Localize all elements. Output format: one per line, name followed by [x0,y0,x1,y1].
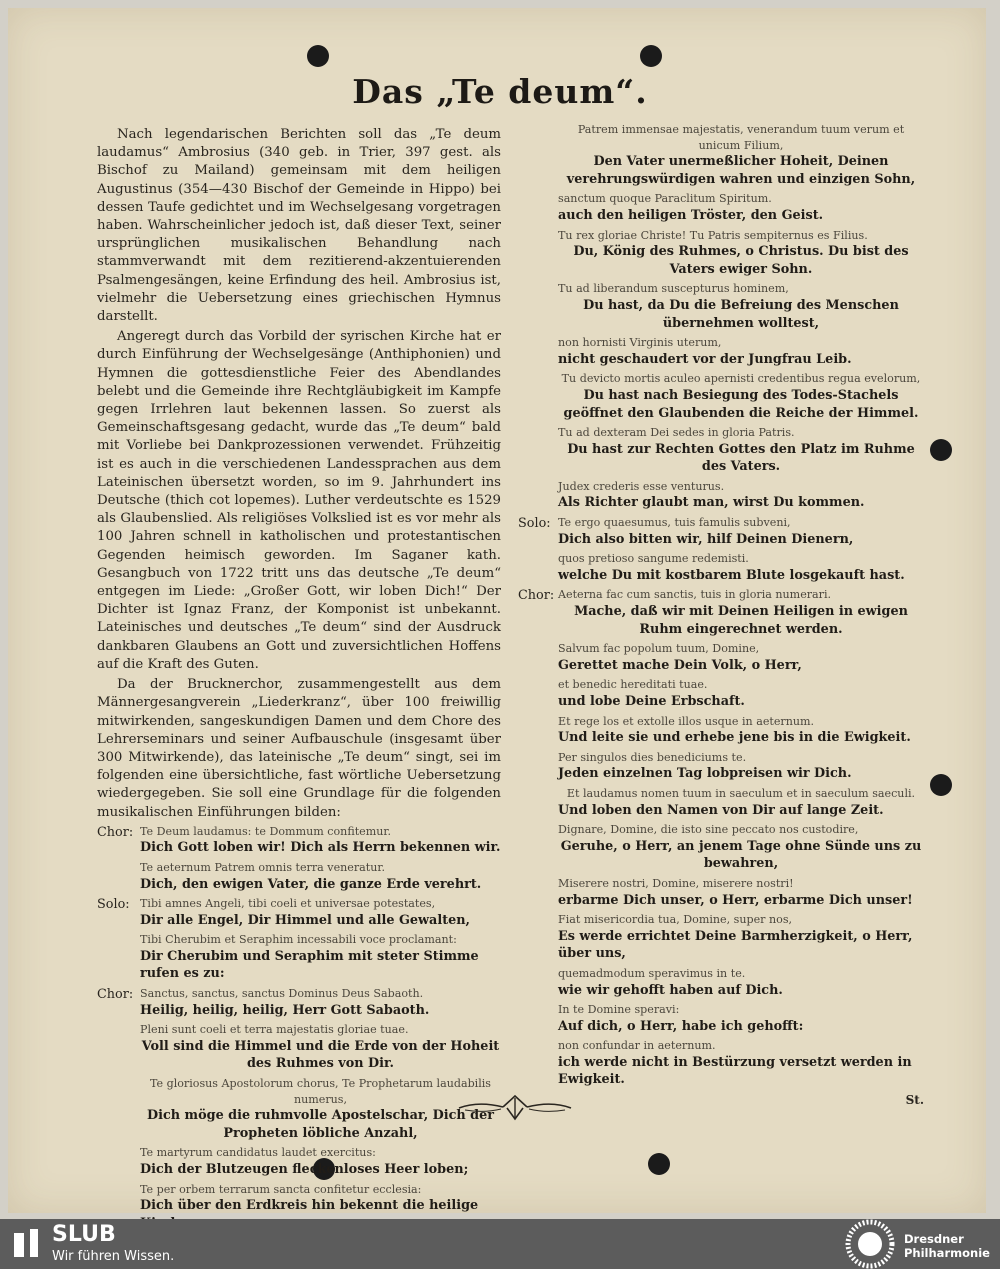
translation-right [518,122,924,1089]
german-line: Mache, daß wir mit Deinen Heiligen in ewigen Ruhm eingerechnet werden. [574,604,908,637]
latin-line: quos pretioso sangume redemisti. [558,552,749,566]
german-line: Auf dich, o Herr, habe ich gehofft: [558,1018,804,1034]
german-line: Du hast zur Rechten Gottes den Platz im Ruhme des Vaters. [567,441,915,475]
german-line: Und loben den Namen von Dir auf lange Zeit. [558,802,884,818]
german-line: ich werde nicht in Bestürzung versetzt werden in Ewigkeit. [558,1054,912,1088]
german-line: Du hast, da Du die Befreiung des Menschen übernehmen wolltest, [583,297,899,331]
latin-line: In te Domine speravi: [558,1003,680,1017]
latin-line: et benedic hereditati tuae. [558,678,708,692]
latin-line: quemadmodum speravimus in te. [558,966,746,980]
punch-hole [930,774,952,796]
latin-line: Tu ad liberandum suscepturus hominem, [558,282,789,296]
punch-hole [640,45,662,67]
translation-left [97,824,501,1233]
german-line: und lobe Deine Erbschaft. [558,694,745,709]
german-line: Gerettet mache Dein Volk, o Herr, [558,657,802,673]
latin-line: Te martyrum candidatus laudet exercitus: [140,1146,376,1160]
german-line: Dich über den Erdkreis hin bekennt die heilige [140,1198,479,1214]
signature: St. [905,1093,924,1108]
verse-block [97,896,501,983]
german-line: Dich der Blutzeugen fleckenloses Heer loben; [140,1162,469,1177]
latin-line: Pleni sunt coeli et terra majestatis gloriae tuae. [140,1023,409,1037]
german-line: Geruhe, o Herr, an jenem Tage ohne Sünde uns zu bewahren, [560,838,922,872]
latin-line: Tibi Cherubim et Seraphim incessabili voce proclamant: [140,933,457,947]
ornament-divider [455,1092,575,1122]
verse-block [518,515,924,584]
german-line: Es werde errichtet Deine Barmherzigkeit, o Herr, über uns, [558,928,913,962]
right-column [518,122,924,1108]
punch-hole [307,45,329,67]
philharmonie-logo-icon[interactable] [845,1219,895,1269]
german-line: Du hast nach Besiegung des Todes-Stachels geöffnet den Glaubenden die Reiche der Himmel. [563,387,919,421]
latin-line: Sanctus, sanctus, sanctus Dominus Deus Sabaoth. [140,987,424,1001]
latin-line: Tu rex gloriae Christe! Tu Patris sempiternus es Filius. [558,228,868,242]
latin-line: Te gloriosus Apostolorum chorus, Te Prophetarum laudabilis numerus, [149,1077,492,1106]
german-line: welche Du mit kostbarem Blute losgekauft hast. [558,567,905,583]
german-line: Voll sind die Himmel und die Erde von der Hoheit des Ruhmes von Dir. [141,1038,500,1072]
page-title: Das „Te deum“. [352,72,648,111]
latin-line: Tibi amnes Angeli, tibi coeli et universae potestates, [140,897,436,911]
latin-line: sanctum quoque Paraclitum Spiritum. [558,192,772,206]
latin-line: Te ergo quaesumus, tuis famulis subveni, [558,516,791,530]
german-line: Heilig, heilig, heilig, Herr Gott Sabaoth. [140,1002,430,1018]
speaker-label: Chor: [97,824,134,840]
speaker-label: Solo: [97,897,130,913]
german-line: Dich also bitten wir, hilf Deinen Dienern, [558,531,854,547]
latin-line: Aeterna fac cum sanctis, tuis in gloria numerari. [558,588,832,602]
german-line: Du, König des Ruhmes, o Christus. Du bist des Vaters ewiger Sohn. [573,244,909,277]
intro-text [97,126,501,822]
german-line: erbarme Dich unser, o Herr, erbarme Dich unser! [558,892,913,908]
latin-line: Miserere nostri, Domine, miserere nostri! [558,876,794,890]
latin-line: Te Deum laudamus: te Dommum confitemur. [140,824,392,838]
intro-paragraph: Nach legendarischen Berichten soll das „Te deum laudamus“ Ambrosius (340 geb. in Trier, 397 gest. als Bischof zu Mailand) gemeinsam mit dem heiligen Augustinus (354—430 Bischof der Gemeinde in Hippo) bei dessen Taufe gedichtet und im Wechselgesang vorgetragen haben. Wahrscheinlicher jedoch ist, daß dieser Text, seiner ursprünglichen musikalischen Behandlung nach stammverwandt mit dem rezitierend-akzentuierenden Psalmengesängen, keine Erfindung des heil. Ambrosius ist, vielmehr die Uebersetzung eines griechischen Hymnus darstellt. [97,127,501,325]
slub-logo-icon[interactable] [12,1227,40,1259]
intro-paragraph: Angeregt durch das Vorbild der syrischen Kirche hat er durch Einführung der Wechselgesänge (Anthiphonien) und Hymnen die gottesdienstliche Feier des Abendlandes belebt und die Gemeinde ihre Rechtgläubigkeit im Kampfe gegen Irrlehren laut bekennen lassen. So zuerst als Gemeinschaftsgesang gedacht, wurde das „Te deum“ bald mit Vorliebe bei Dankprozessionen verwendet. Frühzeitig ist es auch in die verschiedenen Landessprachen aus dem Lateinischen übersetzt worden, so im 9. Jahrhundert ins Deutsche (thich cot lopemes). Luther verdeutschte es 1529 als Glaubenslied. Als religiöses Volkslied ist es vor mehr als 100 Jahren schnell in katholischen und protestantischen Gegenden heimisch geworden. Im Saganer kath. Gesangbuch von 1722 tritt uns das deutsche „Te deum“ entgegen im Liede: „Großer Gott, wir loben Dich!“ Der Dichter ist Ignaz Franz, der Komponist ist unbekannt. Lateinisches und deutsches „Te deum“ sind der Ausdruck dankbaren Glaubens an Gott und zuversichtlichen Hoffens auf die Kraft des Guten. [97,329,501,672]
latin-line: non confundar in aeternum. [558,1039,716,1053]
philharmonie-line2: Philharmonie [904,1246,990,1260]
speaker-label: Chor: [97,987,134,1003]
speaker-label: Chor: [518,588,555,604]
german-line: Dich, den ewigen Vater, die ganze Erde verehrt. [140,876,482,892]
german-line: Den Vater unermeßlicher Hoheit, Deinen verehrungswürdigen wahren und einzigen Sohn, [566,154,916,187]
latin-line: Te per orbem terrarum sancta confitetur ecclesia: [140,1182,422,1196]
latin-line: Judex crederis esse venturus. [558,479,725,493]
german-line: Dir Cherubim und Seraphim mit steter Stimme rufen es zu: [140,948,479,982]
german-line: Jeden einzelnen Tag lobpreisen wir Dich. [558,766,852,782]
latin-line: Tu ad dexteram Dei sedes in gloria Patris. [558,426,795,440]
philharmonie-line1: Dresdner [904,1232,964,1246]
intro-paragraph: Da der Brucknerchor, zusammengestellt aus dem Männergesangverein „Liederkranz“, über 100 freiwillig mitwirkenden, sangeskundigen Damen und dem Chore des Lehrerseminars und seiner Aufbauschule (insgesamt über 300 Mitwirkende), das lateinische „Te deum“ singt, sei im folgenden eine übersichtliche, fast wörtliche Uebersetzung wiedergegeben. Sie soll eine Grundlage für die folgenden musikalischen Einführungen bilden: [97,677,501,820]
latin-line: Te aeternum Patrem omnis terra veneratur. [140,860,385,874]
german-line: Als Richter glaubt man, wirst Du kommen. [558,495,865,511]
punch-hole [648,1153,670,1175]
german-line: wie wir gehofft haben auf Dich. [558,982,783,998]
latin-line: non hornisti Virginis uterum, [558,336,722,350]
german-line: auch den heiligen Tröster, den Geist. [558,207,824,223]
german-line: nicht geschaudert vor der Jungfrau Leib. [558,351,852,367]
speaker-label: Solo: [518,516,551,532]
slub-brand[interactable]: SLUB [52,1222,116,1247]
punch-hole [930,439,952,461]
latin-line: Patrem immensae majestatis, venerandum tuum verum et unicum Filium, [577,123,905,152]
german-line: Dich Gott loben wir! Dich als Herrn bekennen wir. [140,840,501,856]
german-line: Dich möge die ruhmvolle Apostelschar, Dich der Propheten löbliche Anzahl, [147,1108,494,1141]
philharmonie-name[interactable] [904,1232,990,1260]
latin-line: Tu devicto mortis aculeo apernisti credentibus regua evelorum, [561,372,921,386]
latin-line: Fiat misericordia tua, Domine, super nos, [558,913,793,927]
verse-block [518,587,924,1089]
verse-block [518,122,924,512]
verse-block [97,824,501,893]
latin-line: Et laudamus nomen tuum in saeculum et in saeculum saeculi. [566,786,916,800]
verse-block [97,986,501,1232]
german-line: Dir alle Engel, Dir Himmel und alle Gewalten, [140,912,471,928]
slub-tagline: Wir führen Wissen. [52,1249,175,1264]
latin-line: Per singulos dies benediciums te. [558,750,747,764]
left-column [97,126,501,1235]
latin-line: Et rege los et extolle illos usque in aeternum. [558,714,815,728]
latin-line: Dignare, Domine, die isto sine peccato nos custodire, [558,823,859,837]
german-line: Und leite sie und erhebe jene bis in die Ewigkeit. [558,730,911,746]
latin-line: Salvum fac popolum tuum, Domine, [558,642,760,656]
